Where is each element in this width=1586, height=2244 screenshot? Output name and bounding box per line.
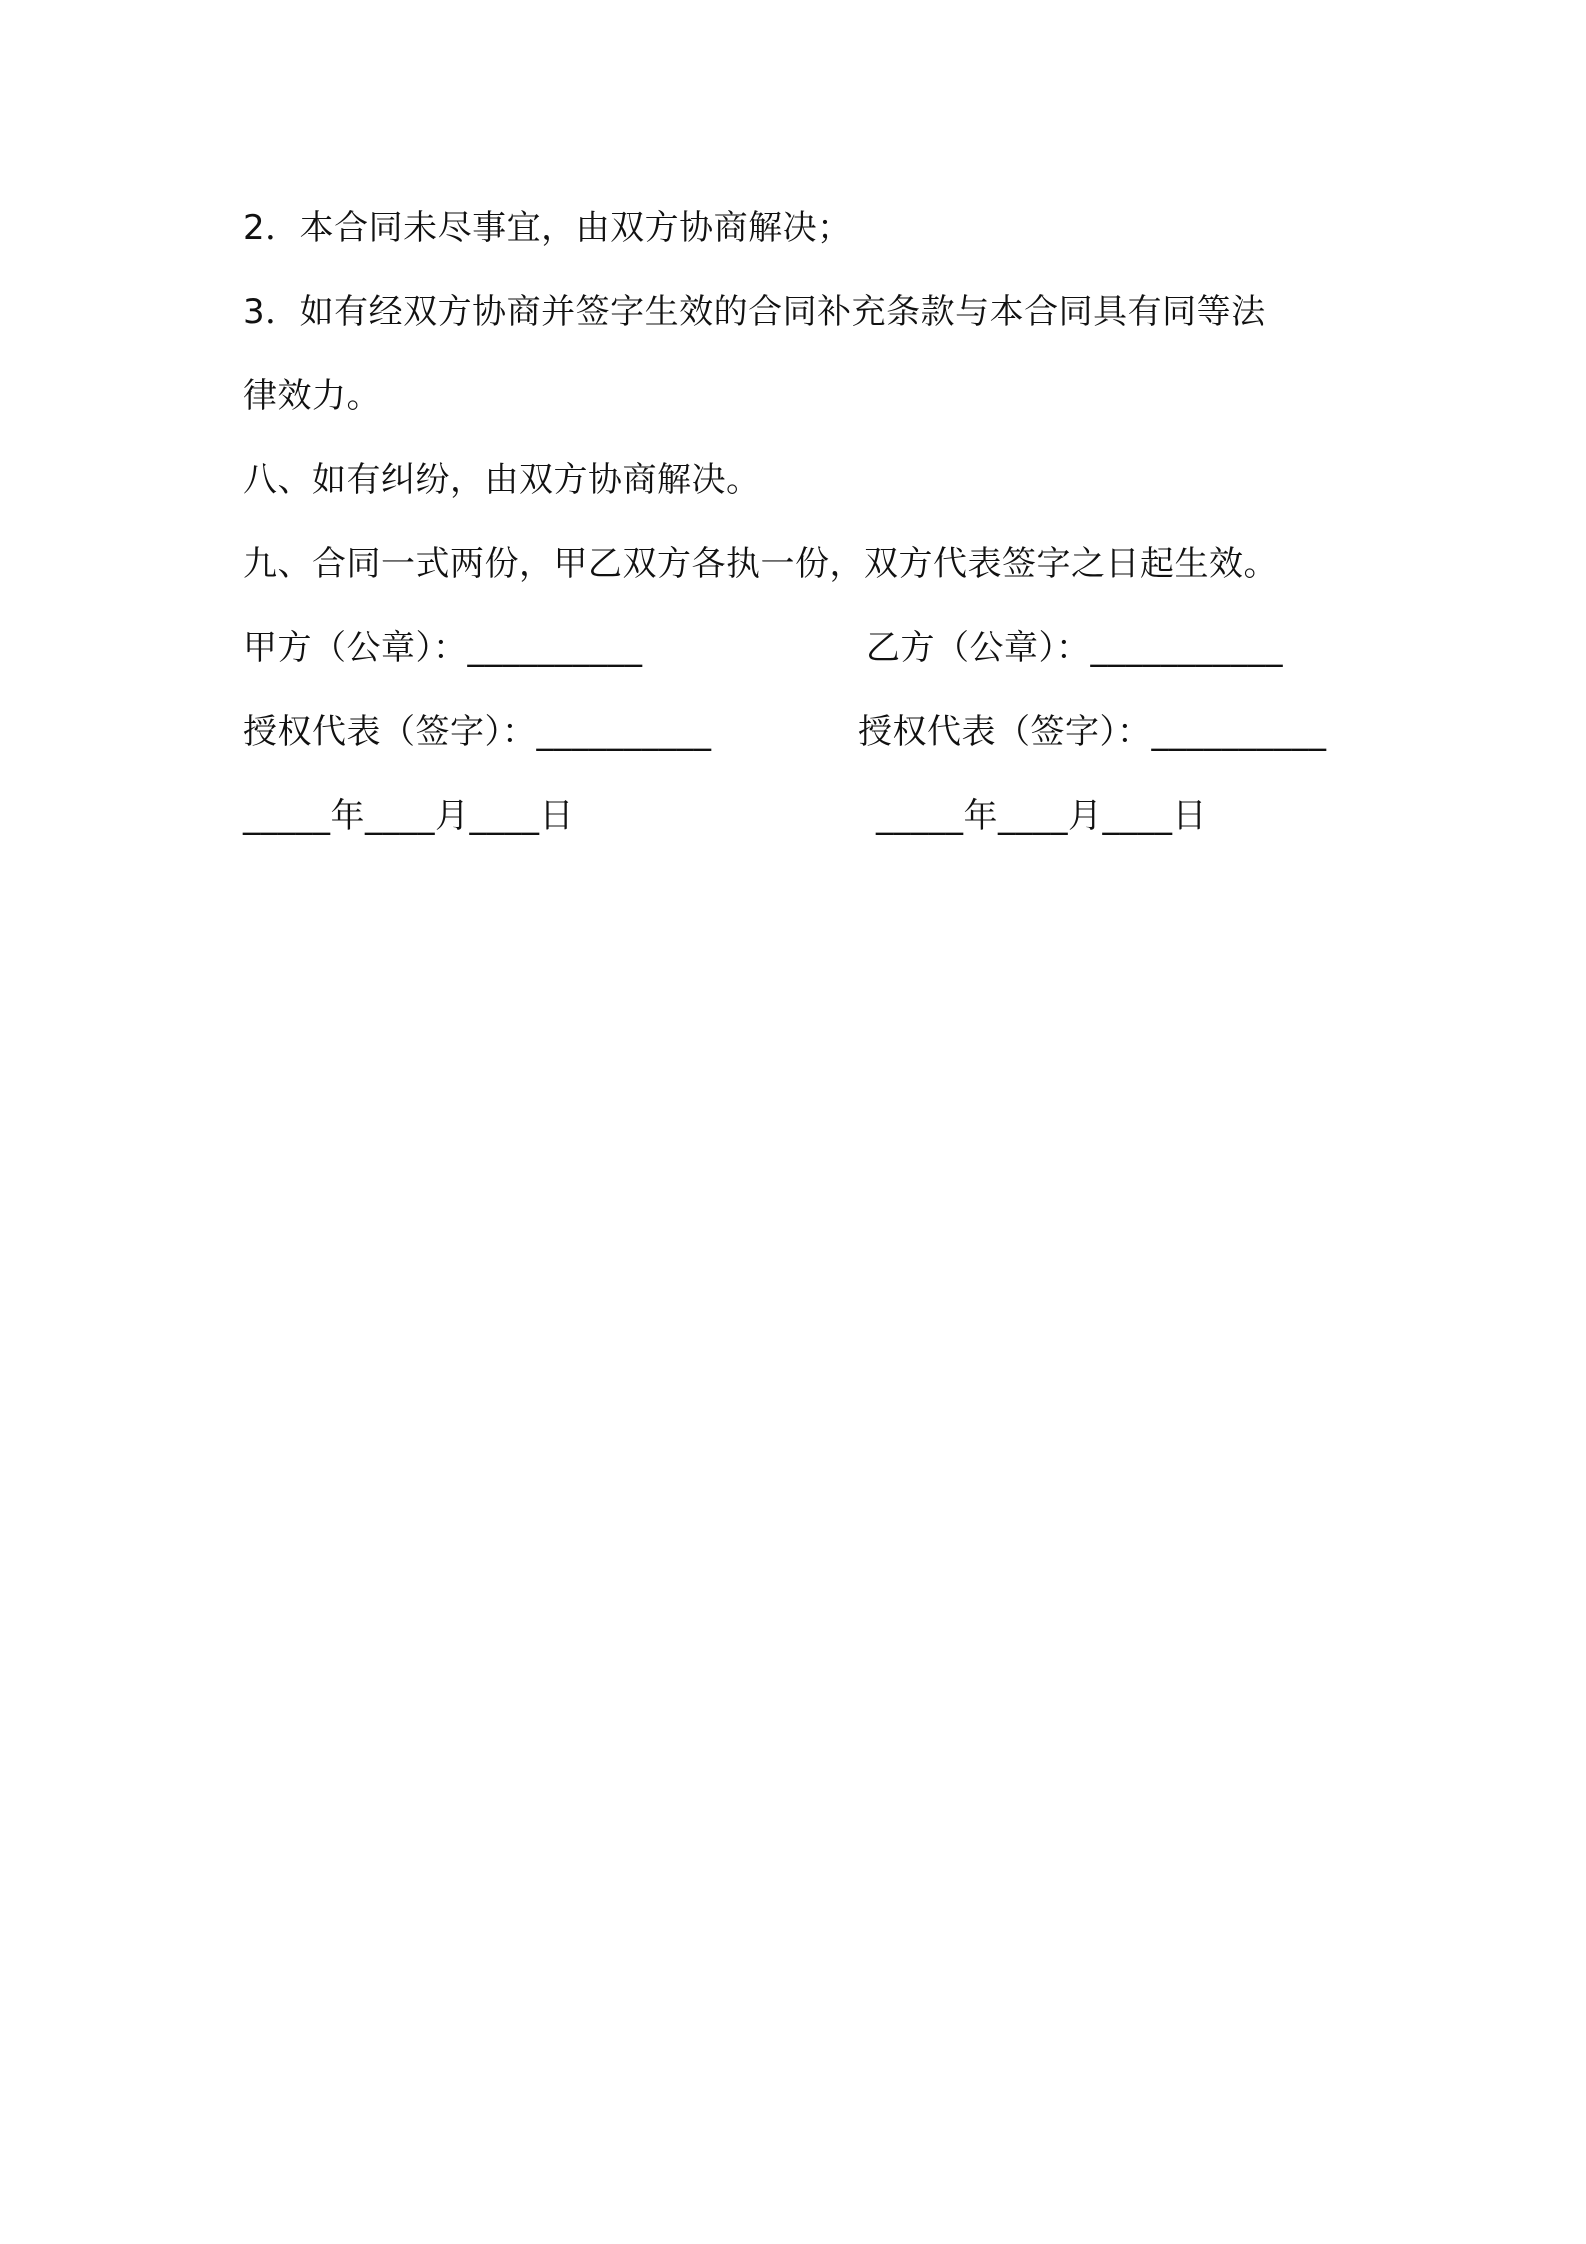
party-a-date-line: _____年____月____日 [243,796,574,836]
party-a-seal-line: 甲方（公章）：__________ [243,628,643,668]
article-9: 九、合同一式两份，甲乙双方各执一份，双方代表签字之日起生效。 [243,544,1278,584]
article-8: 八、如有纠纷，由双方协商解决。 [243,460,761,500]
clause-3-continued: 律效力。 [243,376,381,416]
party-b-date-line: _____年____月____日 [876,796,1207,836]
party-b-representative-line: 授权代表（签字）：__________ [858,712,1327,752]
party-b-seal-line: 乙方（公章）：___________ [866,628,1283,668]
party-a-representative-line: 授权代表（签字）：__________ [243,712,712,752]
clause-3: 3．如有经双方协商并签字生效的合同补充条款与本合同具有同等法 [243,292,1266,332]
clause-2: 2．本合同未尽事宜，由双方协商解决； [243,208,852,248]
